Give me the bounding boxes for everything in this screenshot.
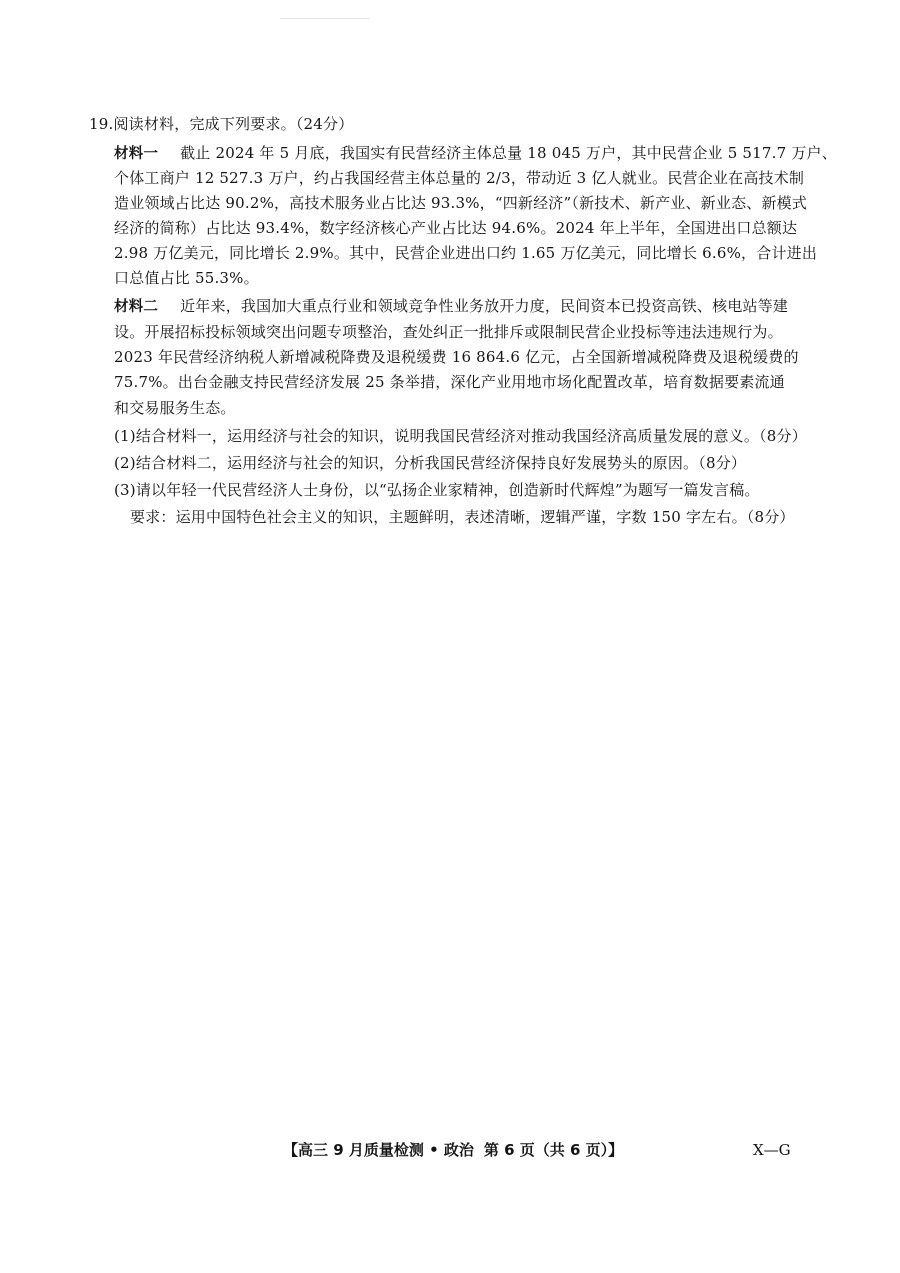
requirement-text: 要求：运用中国特色社会主义的知识，主题鲜明，表述清晰，逻辑严谨，字数 150 字左右。（8分） <box>130 508 795 526</box>
material2-label: 材料二 <box>114 299 159 315</box>
material2-text-line: 近年来，我国加大重点行业和领域竞争性业务放开力度，民间资本已投资高铁、核电站等建 <box>180 297 789 315</box>
question-header: 19.阅读材料，完成下列要求。（24分） <box>89 115 354 133</box>
material1-text-line: 造业领域占比达 90.2%，高技术服务业占比达 93.3%，“四新经济”（新技术、新产业、新业态、新模式 <box>114 194 808 212</box>
material2-text-line: 设。开展招标投标领域突出问题专项整治，查处纠正一批排斥或限制民营企业投标等违法违规行为。 <box>114 323 783 341</box>
footer-title: 【高三 9 月质量检测 • 政治 <box>283 1141 474 1159</box>
material2-text-line: 和交易服务生态。 <box>114 399 236 417</box>
sub-question-3: (3)请以年轻一代民营经济人士身份，以“弘扬企业家精神，创造新时代辉煌”为题写一篇发言稿。 <box>114 481 760 499</box>
material1-text-line: 截止 2024 年 5 月底，我国实有民营经济主体总量 18 045 万户，其中民营企业 5 517.7 万户、 <box>180 144 837 162</box>
sub-question-2: (2)结合材料二，运用经济与社会的知识，分析我国民营经济保持良好发展势头的原因。（8分） <box>114 454 747 472</box>
footer-page-number: 第 6 页（共 6 页）】 <box>483 1141 624 1159</box>
material1-label: 材料一 <box>114 146 159 162</box>
material1-text-line: 2.98 万亿美元，同比增长 2.9%。其中，民营企业进出口约 1.65 万亿美元，同比增长 6.6%，合计进出 <box>114 244 818 262</box>
footer-code: X—G <box>753 1141 791 1159</box>
sub-question-1: (1)结合材料一，运用经济与社会的知识，说明我国民营经济对推动我国经济高质量发展的意义。（8分） <box>114 427 807 445</box>
material2-text-line: 2023 年民营经济纳税人新增减税降费及退税缓费 16 864.6 亿元，占全国新增减税降费及退税缓费的 <box>114 348 799 366</box>
material2-first-line <box>114 296 788 317</box>
material1-text-line: 口总值占比 55.3%。 <box>114 269 259 287</box>
material1-first-line <box>114 143 837 164</box>
page-footer <box>283 1140 623 1160</box>
scan-artifact <box>280 18 370 19</box>
material1-text-line: 经济的简称）占比达 93.4%，数字经济核心产业占比达 94.6%。2024 年上半年，全国进出口总额达 <box>114 219 798 237</box>
material1-text-line: 个体工商户 12 527.3 万户，约占我国经营主体总量的 2/3，带动近 3 亿人就业。民营企业在高技术制 <box>114 169 805 187</box>
material2-text-line: 75.7%。出台金融支持民营经济发展 25 条举措，深化产业用地市场化配置改革，培育数据要素流通 <box>114 373 785 391</box>
